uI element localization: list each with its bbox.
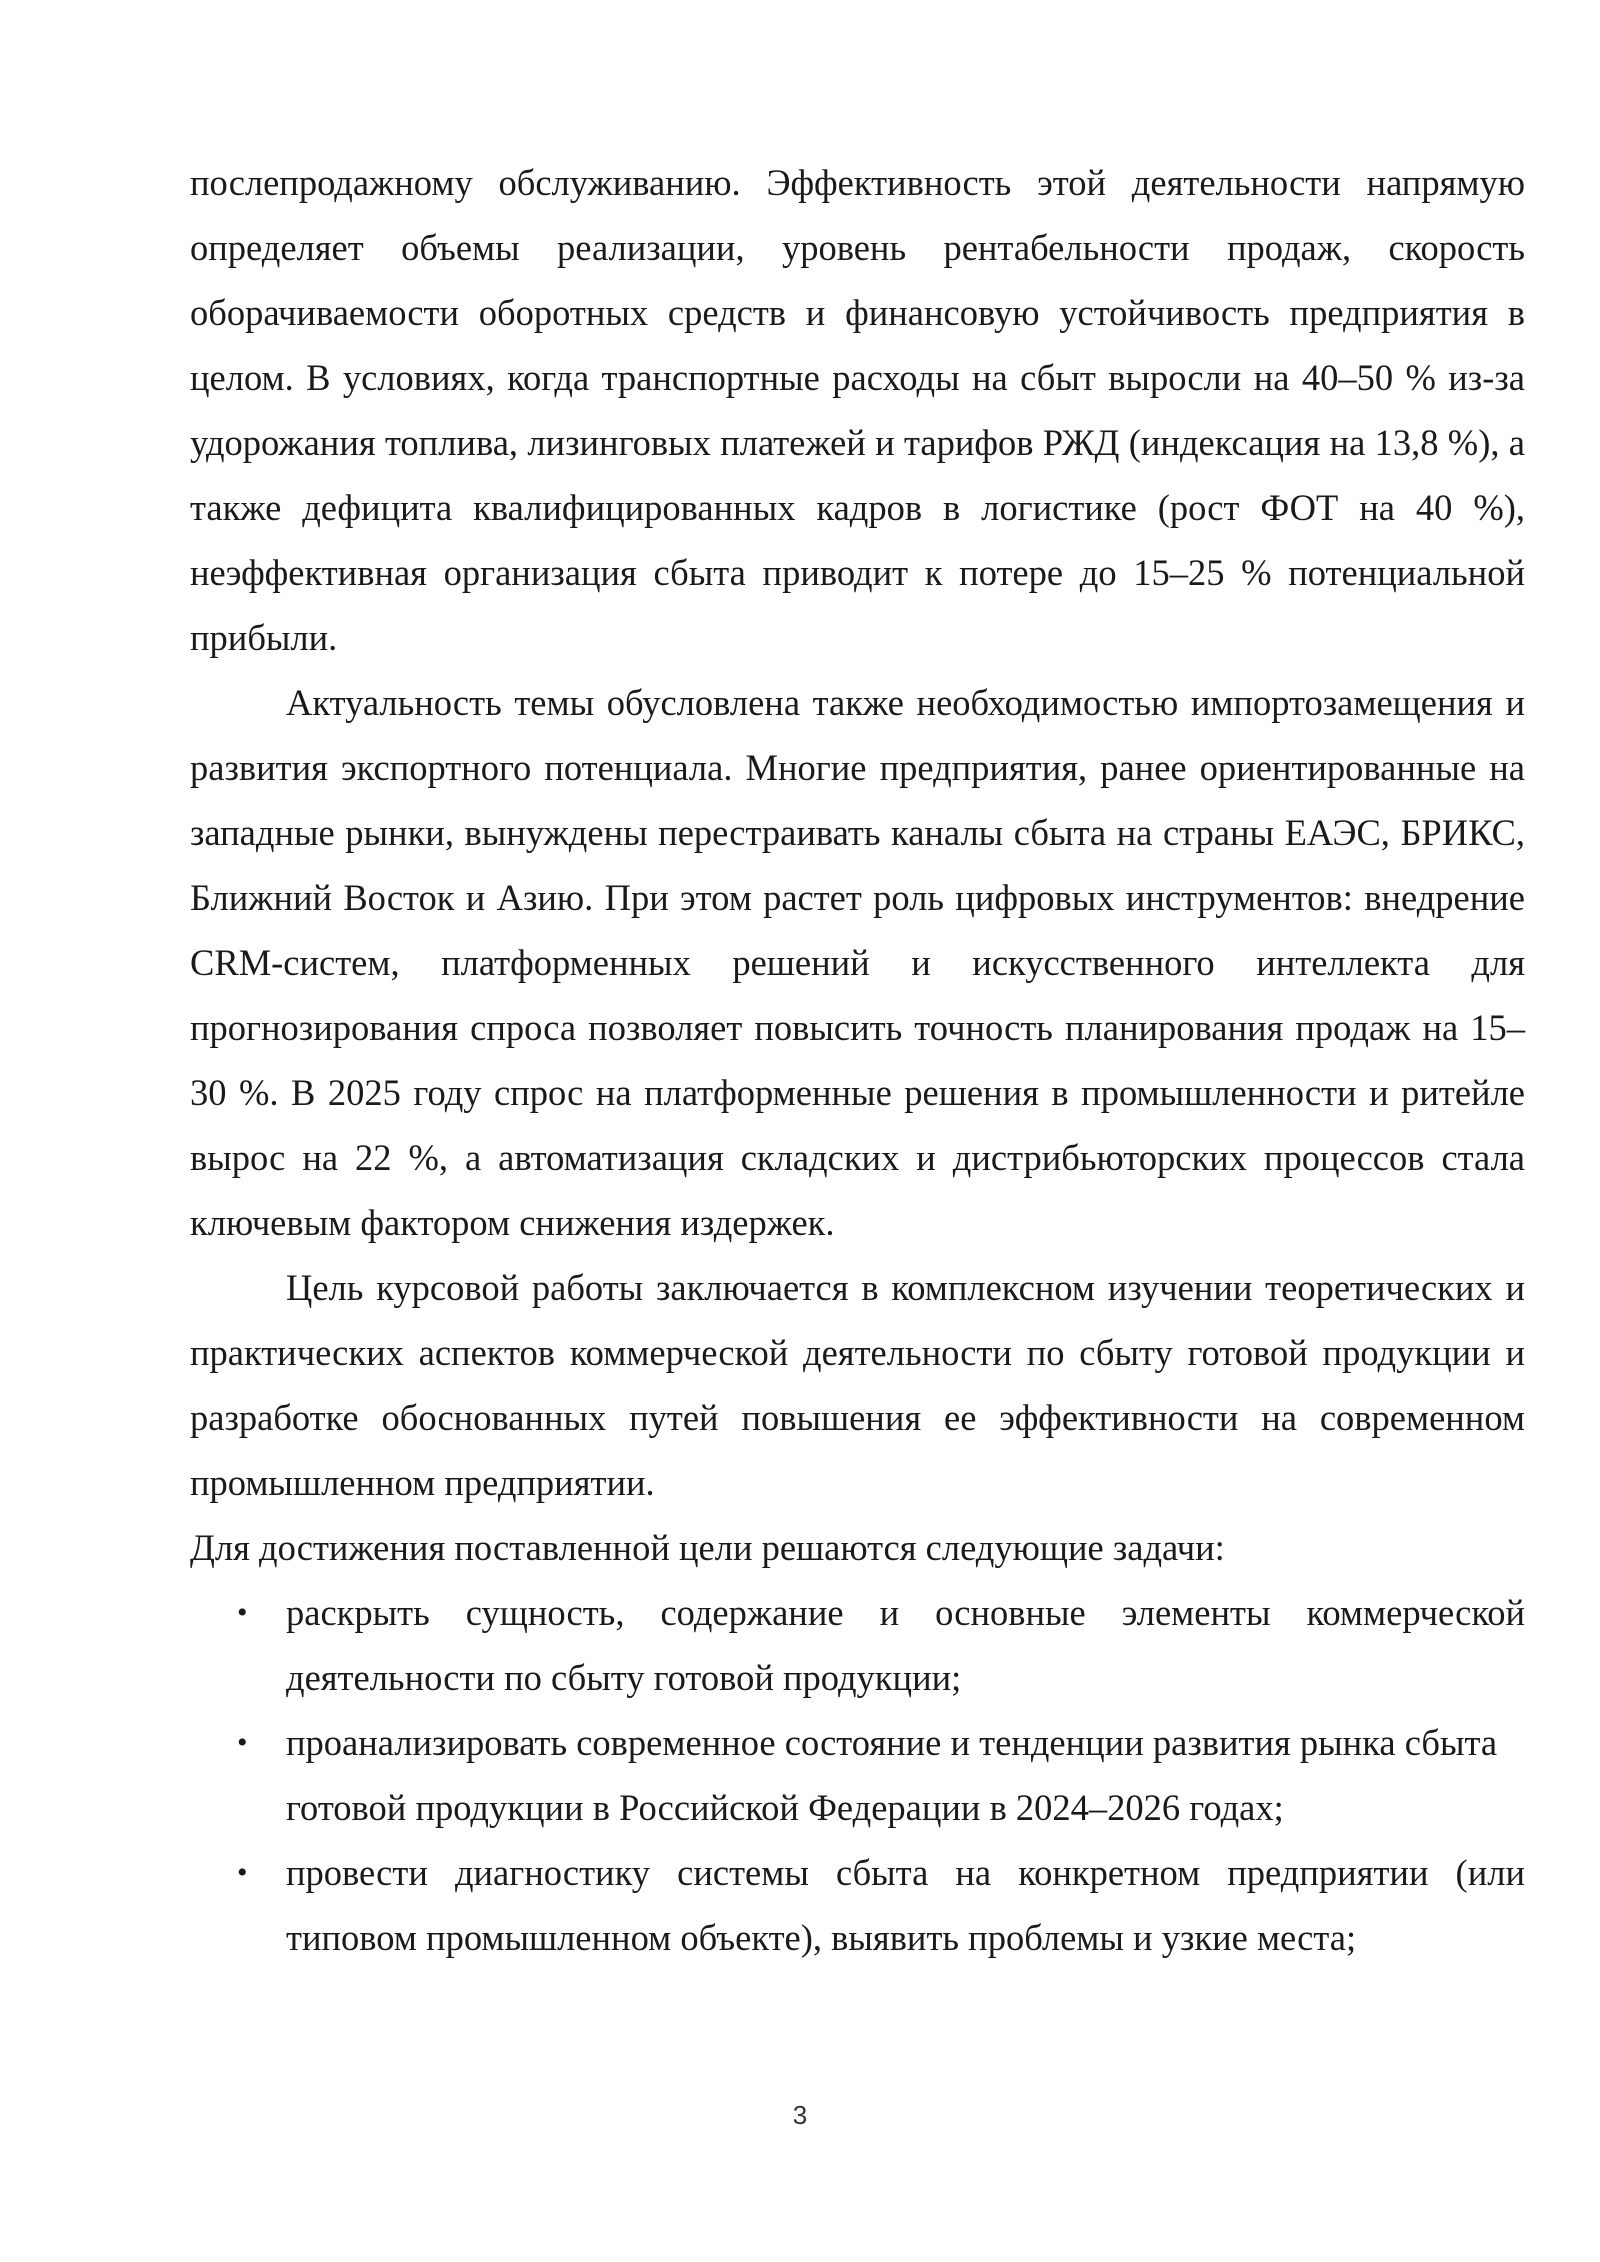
task-text: провести диагностику системы сбыта на конкретном предприятии (или типовом промышленном объекте), выявить проблемы и узкие места; bbox=[286, 1852, 1525, 1958]
paragraph-goal: Цель курсовой работы заключается в комплексном изучении теоретических и практических аспектов коммерческой деятельности по сбыту готовой продукции и разработке обоснованных путей повышения ее эффективности на современном промышленном предприятии. bbox=[190, 1267, 1525, 1503]
list-item bbox=[190, 1710, 1525, 1840]
task-text: проанализировать современное состояние и тенденции развития рынка сбыта готовой продукции в Российской Федерации в 2024–2026 годах; bbox=[286, 1722, 1498, 1828]
list-item bbox=[190, 1840, 1525, 1970]
document-page bbox=[190, 150, 1525, 1970]
task-text: раскрыть сущность, содержание и основные элементы коммерческой деятельности по сбыту готовой продукции; bbox=[286, 1592, 1525, 1698]
paragraph-relevance: Актуальность темы обусловлена также необходимостью импортозамещения и развития экспортного потенциала. Многие предприятия, ранее ориентированные на западные рынки, вынуждены перестраивать каналы сбыта на страны ЕАЭС, БРИКС, Ближний Восток и Азию. При этом растет роль цифровых инструментов: внедрение CRM-систем, платформенных решений и искусственного интеллекта для прогнозирования спроса позволяет повысить точность планирования продаж на 15–30 %. В 2025 году спрос на платформенные решения в промышленности и ритейле вырос на 22 %, а автоматизация складских и дистрибьюторских процессов стала ключевым фактором снижения издержек. bbox=[190, 682, 1525, 1243]
list-item bbox=[190, 1580, 1525, 1710]
bullet-icon: • bbox=[237, 1726, 248, 1759]
paragraph-tasks-intro: Для достижения поставленной цели решаются следующие задачи: bbox=[190, 1527, 1225, 1568]
page-number: 3 bbox=[792, 2100, 808, 2130]
bullet-icon: • bbox=[237, 1856, 248, 1889]
task-list bbox=[190, 1580, 1525, 1970]
bullet-icon: • bbox=[237, 1596, 248, 1629]
paragraph-intro-continuation: послепродажному обслуживанию. Эффективность этой деятельности напрямую определяет объемы реализации, уровень рентабельности продаж, скорость оборачиваемости оборотных средств и финансовую устойчивость предприятия в целом. В условиях, когда транспортные расходы на сбыт выросли на 40–50 % из-за удорожания топлива, лизинговых платежей и тарифов РЖД (индексация на 13,8 %), а также дефицита квалифицированных кадров в логистике (рост ФОТ на 40 %), неэффективная организация сбыта приводит к потере до 15–25 % потенциальной прибыли. bbox=[190, 162, 1525, 658]
